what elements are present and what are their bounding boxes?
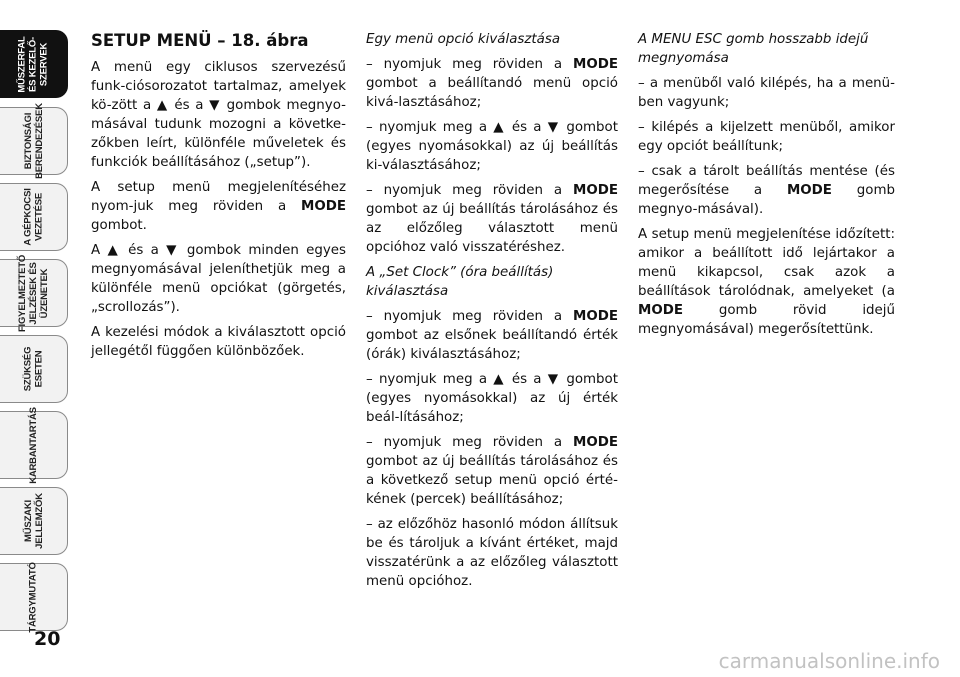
mode-keyword: MODE bbox=[573, 57, 618, 72]
mode-keyword: MODE bbox=[573, 309, 618, 324]
tab-label: MŰSZERFAL ÉS KEZELŐ- SZERVEK bbox=[16, 35, 50, 93]
tab-label: SZÜKSÉG ESETEN bbox=[22, 346, 45, 392]
step: – a menüből való kilépés, ha a menü-ben vagyunk; bbox=[638, 76, 895, 110]
paragraph: A setup menü megjelenítése időzített: amikor a beállított idő lejártakor a menü kikapcsol, csak azok a beállítások tárolódnak, amelyeket (a MODE gomb rövid idejű megnyomásával) megerősítettünk. bbox=[638, 227, 895, 337]
tab-label: BIZTONSÁGI BERENDEZÉSEK bbox=[22, 103, 45, 179]
watermark: carmanualsonline.info bbox=[718, 649, 940, 673]
mode-keyword: MODE bbox=[573, 435, 618, 450]
step: – nyomjuk meg a ▲ és a ▼ gombot (egyes nyomásokkal) az új érték beál-lításához; bbox=[366, 372, 618, 425]
section-title: SETUP MENÜ – 18. ábra bbox=[91, 31, 309, 50]
step: – kilépés a kijelzett menüből, amikor egy opciót beállítunk; bbox=[638, 120, 895, 154]
paragraph: A menü egy ciklusos szervezésű funk-ciósorozatot tartalmaz, amelyek kö-zött a ▲ és a ▼ gombok megnyo-másával tudunk mozogni a követke-zőkben leírt, különféle műveletek és funkciók beállításához („setup”). bbox=[91, 60, 346, 170]
step: – nyomjuk meg röviden a MODE gombot az elsőnek beállítandó érték (órák) kiválasztásához; bbox=[366, 309, 618, 362]
paragraph: A ▲ és a ▼ gombok minden egyes megnyomásával jeleníthetjük meg a különféle menü opciókat (görgetés, „scrollozás”). bbox=[91, 243, 346, 315]
mode-keyword: MODE bbox=[573, 183, 618, 198]
tab-label: TÁRGYMUTATÓ bbox=[28, 561, 39, 633]
mode-keyword: MODE bbox=[786, 183, 832, 198]
step: – nyomjuk meg röviden a MODE gombot a beállítandó menü opció kivá-lasztásához; bbox=[366, 57, 618, 110]
mode-keyword: MODE bbox=[301, 199, 346, 214]
tab-karbantartas[interactable] bbox=[0, 406, 68, 484]
tab-biztonsagi-berendezesek[interactable] bbox=[0, 103, 68, 179]
step: – az előzőhöz hasonló módon állítsuk be és tároljuk a kívánt értéket, majd visszatérünk a az előzőleg választott menü opcióhoz. bbox=[366, 517, 618, 589]
paragraph: A setup menü megjelenítéséhez nyom-juk meg röviden a MODE gombot. bbox=[91, 180, 346, 233]
tab-targymutato[interactable] bbox=[0, 563, 68, 631]
mode-keyword: MODE bbox=[638, 303, 683, 318]
tab-muszerfal[interactable] bbox=[0, 30, 68, 98]
page-number: 20 bbox=[34, 628, 61, 650]
tab-label: MŰSZAKI JELLEMZŐK bbox=[22, 493, 45, 549]
tab-label: A GÉPKOCSI VEZETÉSE bbox=[22, 188, 45, 246]
paragraph: A kezelési módok a kiválasztott opció jellegétől függően különbözőek. bbox=[91, 325, 346, 359]
tab-muszaki-jellemzok[interactable] bbox=[0, 487, 68, 555]
column-3 bbox=[638, 30, 895, 345]
tab-szukseg-eseten[interactable] bbox=[0, 335, 68, 403]
step: – nyomjuk meg röviden a MODE gombot az új beállítás tárolásához és a következő setup menü opció érté-kének (percek) beállításához; bbox=[366, 435, 618, 507]
step: – csak a tárolt beállítás mentése (és megerősítése a MODE gomb megnyo-másával). bbox=[638, 164, 895, 217]
subheading: A „Set Clock” (óra beállítás) kiválasztása bbox=[366, 265, 554, 299]
column-2 bbox=[366, 30, 618, 597]
tab-label: FIGYELMEZTETŐ JELZÉSEK ÉS ÜZENETEK bbox=[17, 254, 50, 332]
tab-figyelmezteto-jelzesek[interactable] bbox=[0, 254, 68, 332]
tab-gepkocsi-vezetese[interactable] bbox=[0, 183, 68, 251]
tab-label: KARBANTARTÁS bbox=[28, 406, 39, 484]
subheading: Egy menü opció kiválasztása bbox=[366, 32, 561, 47]
step: – nyomjuk meg a ▲ és a ▼ gombot (egyes nyomásokkal) az új beállítás ki-választásához; bbox=[366, 120, 618, 173]
step: – nyomjuk meg röviden a MODE gombot az új beállítás tárolásához és az előzőleg választott menü opcióhoz való visszatéréshez. bbox=[366, 183, 618, 255]
subheading: A MENU ESC gomb hosszabb idejű megnyomása bbox=[638, 32, 869, 66]
column-1 bbox=[91, 30, 346, 367]
